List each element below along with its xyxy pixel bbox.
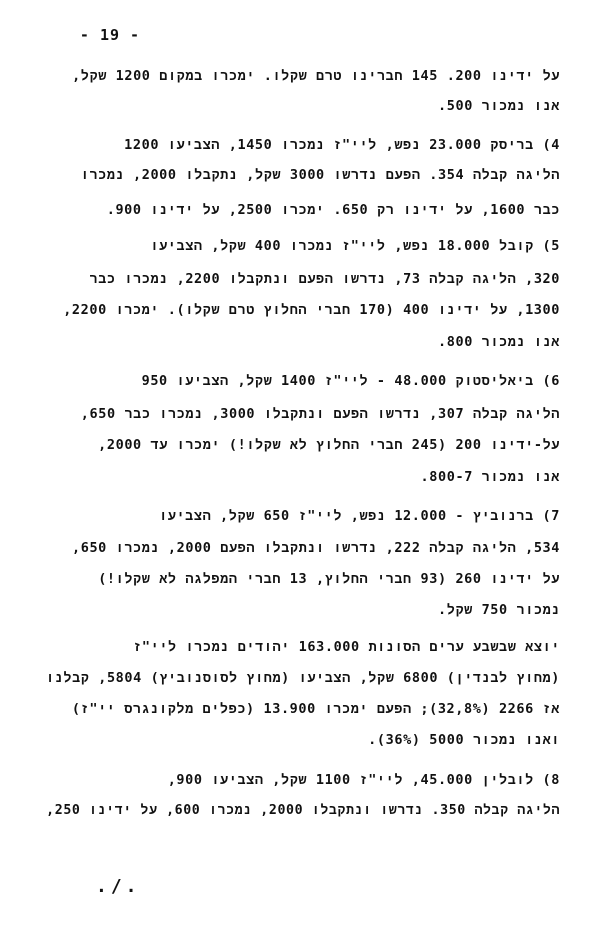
page-number: - 19 - xyxy=(79,26,141,44)
text-line-7: 320, הליגה קבלה 73, נדרשו הפעם ונתקבלו 2200, נמכרו כבר xyxy=(89,271,560,287)
text-line-15: 534, הליגה קבלה 222, נדרשו ונתקבלו הפעם 2000, נמכרו 650, xyxy=(71,540,560,556)
text-line-13: אנו נמכור 800-7. xyxy=(420,469,560,485)
text-line-3: 4) בריסק 23.000 נפש, ליי"ז נמכרו 1450, הצביעו 1200 xyxy=(124,137,560,153)
text-line-20: אז 2266 (32,8%); הפעם ימכרו 13.900 (כפלים מלקונגרס יי"ז) xyxy=(71,701,560,717)
text-line-1: על ידינו 200. 145 חברינו טרם שקלו. ימכרו במקום 1200 שקל, xyxy=(72,68,560,84)
text-line-2: אנו נמכור 500. xyxy=(438,98,560,114)
text-line-16: על ידינו 260 (93 חברי החלוץ, 13 חברי המפלגה לא שקלו!) xyxy=(98,571,560,587)
text-line-17: נמכור 750 שקל. xyxy=(438,602,560,618)
text-line-22: 8) לובלין 45.000, ליי"ז 1100 שקל, הצביעו 900, xyxy=(167,772,560,788)
text-line-18: יוצא שבשבע ערים הסונות 163.000 יהודים נמכרו ליי"ז xyxy=(133,639,560,655)
text-line-19: (מחוץ לבנדין) 6800 שקל, הצביעו (מחוץ לסוסנוביץ) 5804, קבלנו xyxy=(45,670,560,686)
text-line-14: 7) ברנוביץ - 12.000 נפש, ליי"ז 650 שקל, הצביעו xyxy=(159,508,560,524)
text-line-4: הליגה קבלה 354. הפעם נדרשו 3000 שקל, נתקבלו 2000, נמכרו xyxy=(80,167,560,183)
text-line-12: על-ידינו 200 (245 חברי החלוץ לא שקלו!) ימכרו עד 2000, xyxy=(98,437,560,453)
end-mark: ./. xyxy=(96,876,141,897)
text-line-5: כבר 1600, על ידינו רק 650. ימכרו 2500, על ידינו 900. xyxy=(106,202,560,218)
text-line-23: הליגה קבלה 350. נדרשו ונתקבלו 2000, נמכרו 600, על ידינו 250, xyxy=(46,803,560,818)
text-line-21: ואנו נמכור 5000 (36%). xyxy=(368,732,560,748)
text-line-11: הליגה קבלה 307, נדרשו הפעם ונתקבלו 3000, נמכרו כבר 650, xyxy=(80,406,560,422)
text-line-9: אנו נמכור 800. xyxy=(438,334,560,350)
text-line-10: 6) ביאליסטוק 48.000 - ליי"ז 1400 שקל, הצביעו 950 xyxy=(141,373,560,389)
text-line-8: 1300, על ידינו 400 (170 חברי החלוץ טרם שקלו). ימכרו 2200, xyxy=(63,302,560,318)
text-line-6: 5) קובל 18.000 נפש, ליי"ז נמכרו 400 שקל, הצביעו xyxy=(150,238,560,254)
